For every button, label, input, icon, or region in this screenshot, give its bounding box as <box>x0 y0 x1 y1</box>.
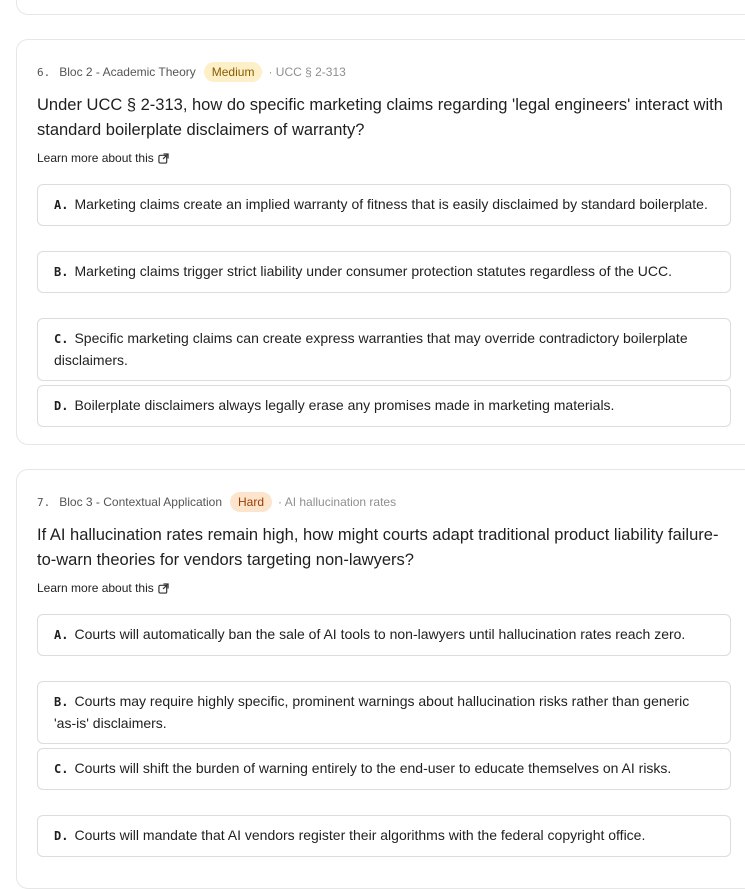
answer-option-d[interactable] <box>37 385 731 427</box>
answer-option-b[interactable] <box>37 251 731 293</box>
previous-question-card <box>16 0 745 15</box>
option-text: Boilerplate disclaimers always legally erase any promises made in marketing materials. <box>74 397 615 413</box>
difficulty-badge: Medium <box>204 62 263 82</box>
source-reference: · AI hallucination rates <box>278 495 397 509</box>
external-link-icon <box>158 583 169 594</box>
option-letter: B. <box>54 695 69 709</box>
question-meta <box>37 492 396 512</box>
learn-more-label: Learn more about this <box>37 151 154 165</box>
option-letter: D. <box>54 829 69 843</box>
answer-option-a[interactable] <box>37 184 731 226</box>
question-meta <box>37 62 346 82</box>
option-text: Courts will automatically ban the sale of AI tools to non-lawyers until hallucination rates reach zero. <box>74 626 686 642</box>
option-text: Marketing claims create an implied warranty of fitness that is easily disclaimed by standard boilerplate. <box>74 196 708 212</box>
answer-option-c[interactable] <box>37 318 731 381</box>
learn-more-link[interactable] <box>37 151 169 165</box>
option-letter: D. <box>54 399 69 413</box>
answer-option-d[interactable] <box>37 815 731 857</box>
question-number: 6. <box>37 65 51 79</box>
option-letter: A. <box>54 198 69 212</box>
external-link-icon <box>158 153 169 164</box>
source-reference: · UCC § 2-313 <box>268 65 346 79</box>
option-letter: B. <box>54 265 69 279</box>
learn-more-label: Learn more about this <box>37 581 154 595</box>
option-text: Courts will shift the burden of warning entirely to the end-user to educate themselves on AI risks. <box>74 760 672 776</box>
option-text: Courts may require highly specific, prominent warnings about hallucination risks rather than generic 'as-is' disclaimers. <box>54 693 690 731</box>
option-text: Specific marketing claims can create express warranties that may override contradictory boilerplate disclaimers. <box>54 330 688 368</box>
bloc-label: Bloc 3 - Contextual Application <box>59 495 223 509</box>
option-letter: C. <box>54 332 69 346</box>
option-letter: C. <box>54 762 69 776</box>
answer-option-c[interactable] <box>37 748 731 790</box>
answer-option-b[interactable] <box>37 681 731 744</box>
option-text: Courts will mandate that AI vendors register their algorithms with the federal copyright office. <box>74 827 646 843</box>
question-text: Under UCC § 2-313, how do specific marketing claims regarding 'legal engineers' interact with standard boilerplate disclaimers of warranty? <box>37 96 723 139</box>
learn-more-link[interactable] <box>37 581 169 595</box>
question-card-7 <box>16 469 745 889</box>
option-text: Marketing claims trigger strict liability under consumer protection statutes regardless of the UCC. <box>74 263 673 279</box>
question-text: If AI hallucination rates remain high, how might courts adapt traditional product liability failure-to-warn theories for vendors targeting non-lawyers? <box>37 526 719 569</box>
question-card-6 <box>16 39 745 445</box>
question-number: 7. <box>37 495 51 509</box>
bloc-label: Bloc 2 - Academic Theory <box>59 65 196 79</box>
option-letter: A. <box>54 628 69 642</box>
difficulty-badge: Hard <box>230 492 272 512</box>
answer-option-a[interactable] <box>37 614 731 656</box>
